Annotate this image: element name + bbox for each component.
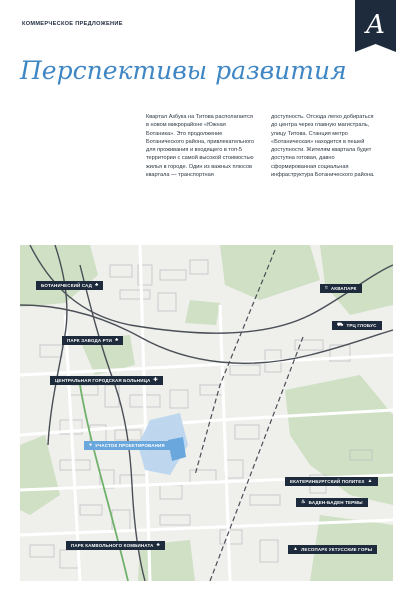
body-text-left: Квартал Азбука на Титова располагается в новом микрорайоне «Южная Ботаника». Это продолжение Ботанического района, привлекательного для проживания и входящего в топ-5 территории с самой высокой стоимостью жилья в городе. Один из важных плюсов квартала — транспортная (146, 114, 255, 179)
mountain-icon: ▲ (293, 546, 299, 552)
label-central-hospital: ЦЕНТРАЛЬНАЯ ГОРОДСКАЯ БОЛЬНИЦА ✚ (50, 376, 163, 385)
logo-letter: A (366, 10, 385, 40)
map-green-railway (80, 385, 128, 581)
label-botanical-garden: БОТАНИЧЕСКИЙ САД ♣ (36, 281, 103, 290)
label-aquapark: ≈ АКВАПАРК (320, 284, 362, 293)
logo-badge (355, 0, 396, 52)
cart-icon: ⛟ (337, 322, 344, 328)
label-trc-globus: ⛟ ТРЦ ГЛОБУС (332, 321, 382, 330)
header-label: КОММЕРЧЕСКОЕ ПРЕДЛОЖЕНИЕ (22, 21, 123, 27)
label-uktus-mountains: ▲ ЛЕСОПАРК УКТУССКИЕ ГОРЫ (288, 545, 377, 554)
label-ekb-polytech: ЕКАТЕРИНБУРГСКИЙ ПОЛИТЕХ ▲ (285, 477, 378, 486)
spa-icon: ♨ (301, 499, 306, 505)
tree-icon: ♣ (94, 282, 99, 288)
label-project-site: ● УЧАСТОК ПРОЕКТИРОВАНИЯ (84, 441, 170, 450)
tree-icon: ♣ (115, 337, 119, 343)
area-map (20, 245, 393, 581)
pin-icon: ● (89, 442, 93, 448)
school-icon: ▲ (367, 478, 373, 484)
label-kamvolny-park: ПАРК КАМВОЛЬНОГО КОМБИНАТА ♣ (66, 541, 165, 550)
hospital-icon: ✚ (153, 377, 158, 383)
map-graphic (20, 245, 393, 581)
body-text-right: доступность. Отсюда легко добираться до центра через главную магистраль, улицу Титова. Станция метро «Ботаническая» находится в пешей доступности. Жителям квартала будет доступна готовая, давно сформированная социальная инфраструктура Ботанического района. (271, 114, 375, 179)
tree-icon: ♣ (156, 542, 160, 548)
label-rti-park: ПАРК ЗАВОДА РТИ ♣ (62, 336, 123, 345)
page-title: Перспективы развития (20, 56, 347, 85)
swim-icon: ≈ (325, 285, 328, 291)
label-baden-baden: ♨ БАДЕН-БАДЕН ТЕРМЫ (296, 498, 368, 507)
